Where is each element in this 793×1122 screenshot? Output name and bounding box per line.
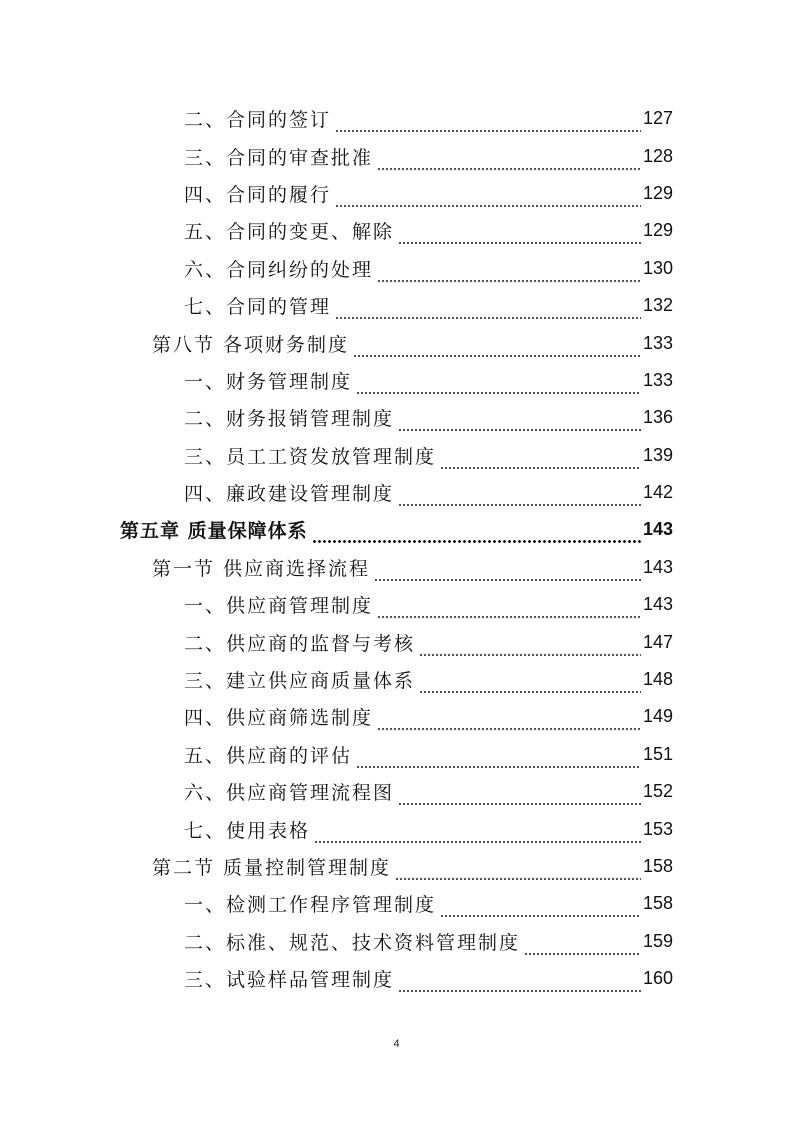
toc-dot-leader bbox=[398, 226, 641, 245]
toc-entry-item[interactable] bbox=[0, 885, 793, 922]
toc-entry-page-number: 133 bbox=[642, 369, 673, 390]
table-of-contents bbox=[0, 100, 793, 997]
toc-entry-item[interactable] bbox=[0, 175, 793, 212]
toc-dot-leader bbox=[398, 413, 641, 432]
toc-dot-leader bbox=[398, 488, 641, 507]
toc-entry-page-number: 160 bbox=[642, 968, 673, 989]
toc-entry-page-number: 132 bbox=[642, 295, 673, 316]
toc-entry-title: 四、供应商筛选制度 bbox=[184, 707, 374, 730]
toc-entry-title: 一、检测工作程序管理制度 bbox=[184, 894, 437, 917]
toc-entry-title: 第一节 供应商选择流程 bbox=[152, 557, 371, 580]
toc-entry-page-number: 136 bbox=[642, 407, 673, 428]
toc-entry-page-number: 159 bbox=[642, 930, 673, 951]
toc-entry-page-number: 142 bbox=[642, 482, 673, 503]
toc-entry-title: 一、供应商管理制度 bbox=[184, 595, 374, 618]
toc-dot-leader bbox=[395, 862, 641, 881]
toc-entry-item[interactable] bbox=[0, 698, 793, 735]
toc-dot-leader bbox=[440, 451, 641, 470]
toc-entry-title: 二、标准、规范、技术资料管理制度 bbox=[184, 931, 521, 954]
toc-entry-title: 六、合同纠纷的处理 bbox=[184, 258, 374, 281]
toc-entry-item[interactable] bbox=[0, 399, 793, 436]
toc-entry-title: 三、员工工资发放管理制度 bbox=[184, 445, 437, 468]
toc-entry-item[interactable] bbox=[0, 623, 793, 660]
toc-entry-page-number: 152 bbox=[642, 781, 673, 802]
toc-entry-page-number: 148 bbox=[642, 669, 673, 690]
toc-entry-section[interactable] bbox=[0, 549, 793, 586]
toc-entry-page-number: 143 bbox=[642, 556, 673, 577]
toc-entry-page-number: 128 bbox=[642, 145, 673, 166]
toc-entry-item[interactable] bbox=[0, 586, 793, 623]
toc-dot-leader bbox=[377, 712, 641, 731]
toc-entry-page-number: 129 bbox=[642, 182, 673, 203]
toc-entry-title: 五、合同的变更、解除 bbox=[184, 221, 395, 244]
toc-entry-page-number: 143 bbox=[642, 519, 673, 540]
toc-entry-item[interactable] bbox=[0, 137, 793, 174]
toc-dot-leader bbox=[314, 825, 641, 844]
toc-dot-leader bbox=[398, 787, 641, 806]
toc-entry-title: 二、供应商的监督与考核 bbox=[184, 632, 416, 655]
toc-entry-item[interactable] bbox=[0, 287, 793, 324]
toc-dot-leader bbox=[356, 750, 641, 769]
toc-entry-item[interactable] bbox=[0, 661, 793, 698]
toc-entry-item[interactable] bbox=[0, 736, 793, 773]
toc-entry-title: 一、财务管理制度 bbox=[184, 370, 353, 393]
toc-entry-page-number: 149 bbox=[642, 706, 673, 727]
toc-dot-leader bbox=[419, 638, 641, 657]
toc-entry-item[interactable] bbox=[0, 250, 793, 287]
toc-dot-leader bbox=[377, 152, 641, 171]
toc-entry-title: 六、供应商管理流程图 bbox=[184, 782, 395, 805]
toc-entry-page-number: 133 bbox=[642, 332, 673, 353]
toc-dot-leader bbox=[335, 114, 641, 133]
toc-entry-page-number: 151 bbox=[642, 743, 673, 764]
toc-entry-title: 二、合同的签订 bbox=[184, 109, 332, 132]
toc-dot-leader bbox=[353, 339, 641, 358]
toc-entry-page-number: 153 bbox=[642, 818, 673, 839]
toc-dot-leader bbox=[374, 563, 641, 582]
toc-entry-title: 三、合同的审查批准 bbox=[184, 146, 374, 169]
toc-entry-item[interactable] bbox=[0, 960, 793, 997]
toc-entry-title: 第八节 各项财务制度 bbox=[152, 333, 350, 356]
toc-dot-leader bbox=[524, 937, 641, 956]
toc-entry-title: 三、建立供应商质量体系 bbox=[184, 670, 416, 693]
toc-entry-item[interactable] bbox=[0, 100, 793, 137]
toc-entry-item[interactable] bbox=[0, 923, 793, 960]
toc-entry-page-number: 130 bbox=[642, 257, 673, 278]
toc-entry-item[interactable] bbox=[0, 474, 793, 511]
toc-entry-item[interactable] bbox=[0, 212, 793, 249]
toc-entry-item[interactable] bbox=[0, 362, 793, 399]
toc-dot-leader bbox=[312, 525, 641, 544]
toc-dot-leader bbox=[335, 301, 641, 320]
toc-dot-leader bbox=[335, 189, 641, 208]
toc-entry-title: 五、供应商的评估 bbox=[184, 744, 353, 767]
toc-entry-section[interactable] bbox=[0, 848, 793, 885]
toc-entry-page-number: 139 bbox=[642, 444, 673, 465]
toc-dot-leader bbox=[419, 675, 641, 694]
toc-entry-title: 七、使用表格 bbox=[184, 819, 311, 842]
toc-entry-section[interactable] bbox=[0, 324, 793, 361]
toc-dot-leader bbox=[398, 974, 641, 993]
toc-entry-page-number: 158 bbox=[642, 893, 673, 914]
toc-dot-leader bbox=[440, 899, 641, 918]
toc-dot-leader bbox=[377, 600, 641, 619]
toc-entry-title: 三、试验样品管理制度 bbox=[184, 969, 395, 992]
toc-entry-page-number: 158 bbox=[642, 856, 673, 876]
toc-entry-title: 第五章 质量保障体系 bbox=[120, 520, 308, 543]
toc-entry-page-number: 143 bbox=[642, 594, 673, 615]
toc-entry-item[interactable] bbox=[0, 773, 793, 810]
toc-entry-page-number: 147 bbox=[642, 631, 673, 652]
toc-entry-item[interactable] bbox=[0, 810, 793, 847]
toc-dot-leader bbox=[377, 264, 641, 283]
page-number: 4 bbox=[393, 1038, 400, 1050]
toc-entry-title: 四、合同的履行 bbox=[184, 183, 332, 206]
toc-dot-leader bbox=[356, 376, 641, 395]
toc-entry-title: 四、廉政建设管理制度 bbox=[184, 483, 395, 506]
toc-entry-chapter[interactable] bbox=[0, 511, 793, 548]
toc-entry-title: 七、合同的管理 bbox=[184, 296, 332, 319]
toc-entry-item[interactable] bbox=[0, 437, 793, 474]
toc-entry-title: 二、财务报销管理制度 bbox=[184, 408, 395, 431]
toc-entry-page-number: 129 bbox=[642, 220, 673, 241]
toc-entry-page-number: 127 bbox=[642, 108, 673, 129]
toc-entry-title: 第二节 质量控制管理制度 bbox=[152, 857, 392, 879]
